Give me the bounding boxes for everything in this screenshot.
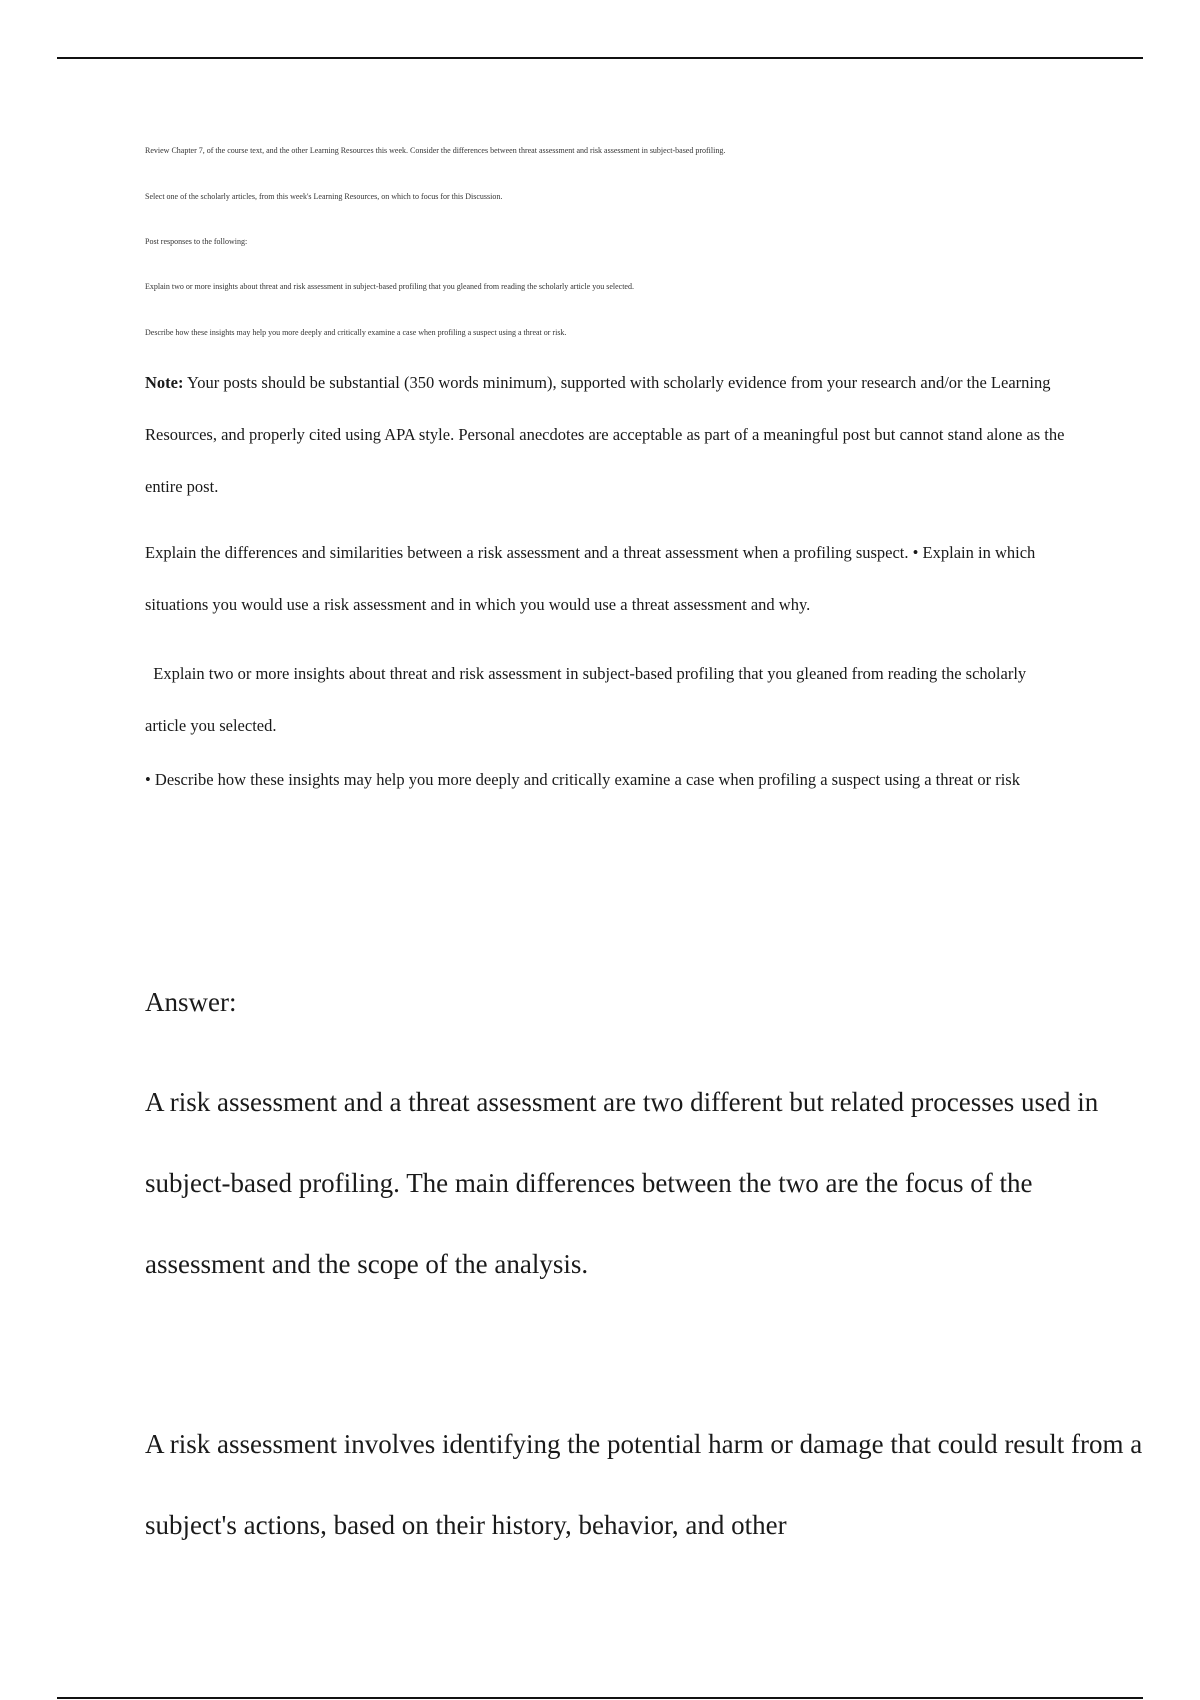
answer-paragraph-1: A risk assessment and a threat assessment are two different but related processes used in subject-based profiling. The main differences between the two are the focus of the assessment and the scope of the analysis. — [145, 1087, 1099, 1279]
answer-heading: Answer: — [145, 987, 237, 1017]
instruction-line-post: Post responses to the following: — [145, 237, 248, 246]
instruction-line-explain: Explain two or more insights about threat and risk assessment in subject-based profiling that you gleaned from reading the scholarly article you selected. — [145, 282, 634, 291]
note-paragraph — [145, 357, 1065, 513]
instruction-line-select: Select one of the scholarly articles, from this week's Learning Resources, on which to focus for this Discussion. — [145, 192, 503, 201]
instruction-line-review: Review Chapter 7, of the course text, and the other Learning Resources this week. Consider the differences between threat assessment and risk assessment in subject-based profiling. — [145, 146, 726, 155]
prompt-insights: Explain two or more insights about threat and risk assessment in subject-based profiling that you gleaned from reading the scholarly article you selected. — [145, 664, 1031, 735]
answer-paragraph-2: A risk assessment involves identifying the potential harm or damage that could result from a subject's actions, based on their history, behavior, and other — [145, 1429, 1143, 1540]
prompt-describe: • Describe how these insights may help you more deeply and critically examine a case when profiling a suspect using a threat or risk — [145, 770, 1020, 789]
instruction-line-describe: Describe how these insights may help you more deeply and critically examine a case when profiling a suspect using a threat or risk. — [145, 328, 567, 337]
note-text: Your posts should be substantial (350 words minimum), supported with scholarly evidence from your research and/or the Learning Resources, and properly cited using APA style. Personal anecdotes are acceptable as part of a meaningful post but cannot stand alone as the entire post. — [145, 373, 1065, 496]
note-label: Note: — [145, 373, 184, 392]
bottom-rule — [57, 1697, 1143, 1699]
top-rule — [57, 57, 1143, 59]
prompt-differences: Explain the differences and similarities between a risk assessment and a threat assessment when a profiling suspect. • Explain in which situations you would use a risk assessment and in which you would use a threat assessment and why. — [145, 543, 1036, 614]
